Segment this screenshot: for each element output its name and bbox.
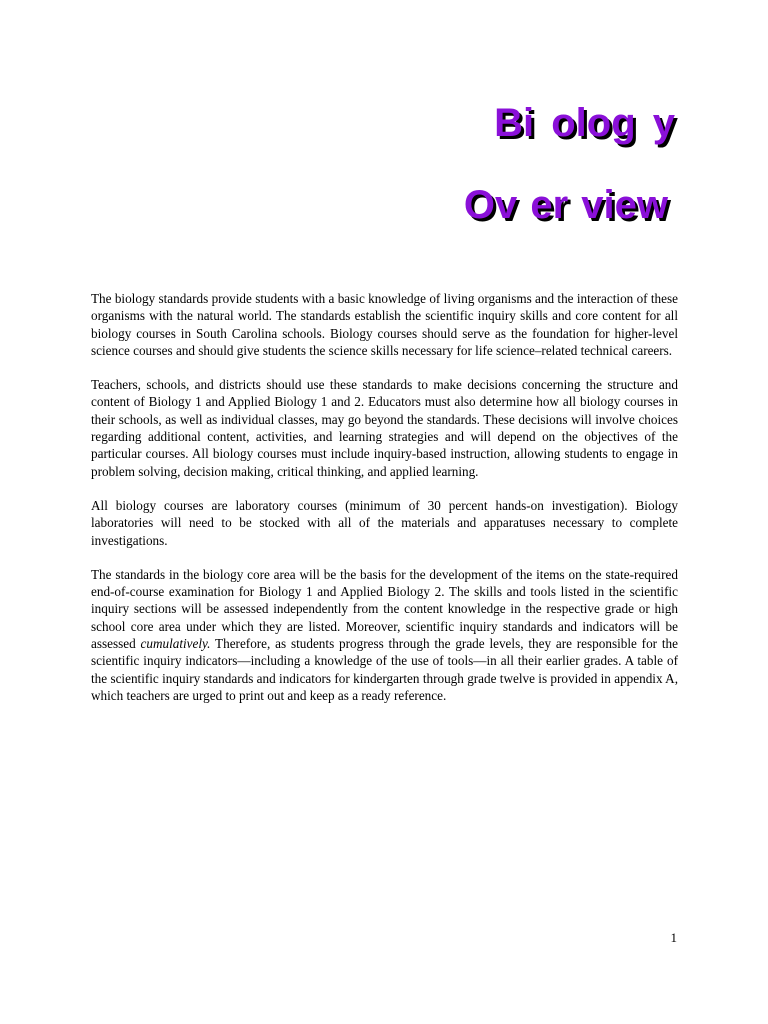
document-title-line-2: Ov er view	[463, 183, 668, 227]
body-paragraph-2: Teachers, schools, and districts should use these standards to make decisions concerning the structure and content of Biology 1 and Applied Biology 1 and 2. Educators must also determine how all biology courses in their schools, as well as individual classes, may go beyond the standards. These decisions will involve choices regarding additional content, activities, and learning strategies and will depend on the objectives of the particular courses. All biology courses must include inquiry-based instruction, allowing students to engage in problem solving, decision making, critical thinking, and applied learning.	[91, 377, 678, 479]
page-number: 1	[670, 930, 677, 945]
body-paragraph-1: The biology standards provide students with a basic knowledge of living organisms and the interaction of these organisms with the natural world. The standards establish the scientific inquiry skills and core content for all biology courses in South Carolina schools. Biology courses should serve as the foundation for higher-level science courses and should give students the science skills necessary for life science–related technical careers.	[91, 291, 678, 358]
document-title-line-1: Bi olog y	[494, 101, 675, 145]
body-paragraph-4	[91, 566, 678, 704]
paragraph-4-emphasis: cumulatively.	[140, 636, 211, 652]
document-body	[91, 290, 678, 721]
body-paragraph-3: All biology courses are laboratory courses (minimum of 30 percent hands-on investigation). Biology laboratories will need to be stocked with all of the materials and apparatuses necessary to complete investigations.	[91, 497, 678, 548]
paragraph-4-text-end: Therefore, as students progress through the grade levels, they are responsible for the scientific inquiry indicators—including a knowledge of the use of tools—in all their earlier grades. A table of the scientific inquiry standards and indicators for kindergarten through grade twelve is provided in appendix A, which teachers are urged to print out and keep as a ready reference.	[91, 636, 678, 703]
paragraph-4-text-start: The standards in the biology core area will be the basis for the development of the items on the state-required end-of-course examination for Biology 1 and Applied Biology 2. The skills and tools listed in the scientific inquiry sections will be assessed independently from the content knowledge in the respective grade or high school core area under which they are listed. Moreover, scientific inquiry standards and indicators will be assessed	[91, 566, 678, 652]
